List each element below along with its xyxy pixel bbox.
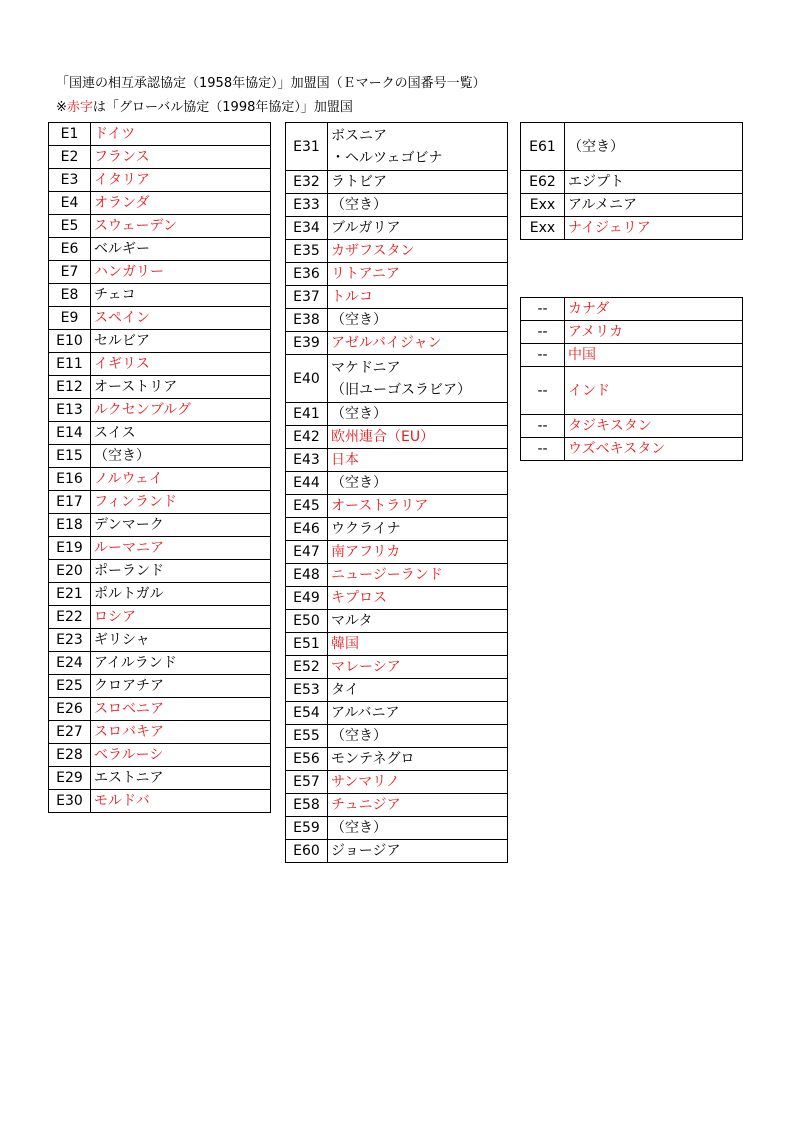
country-name xyxy=(91,123,271,146)
country-name-line: チュニジア xyxy=(331,797,401,813)
country-name-line: スイス xyxy=(94,425,136,441)
table-row xyxy=(49,721,271,744)
country-name-line: エストニア xyxy=(94,770,164,786)
table-row xyxy=(286,472,508,495)
country-name xyxy=(91,514,271,537)
country-name-line: リトアニア xyxy=(331,266,400,282)
table-row xyxy=(286,217,508,240)
country-name xyxy=(328,541,508,564)
country-name xyxy=(328,725,508,748)
country-name xyxy=(328,633,508,656)
country-code: E40 xyxy=(286,355,328,403)
country-name-line: （空き） xyxy=(331,312,387,328)
country-name xyxy=(91,146,271,169)
country-code: E34 xyxy=(286,217,328,240)
country-code: E57 xyxy=(286,771,328,794)
country-name xyxy=(565,344,743,367)
table-row xyxy=(286,564,508,587)
country-name-line: クロアチア xyxy=(94,678,164,694)
table-row xyxy=(286,656,508,679)
table-row xyxy=(521,123,743,171)
country-name xyxy=(565,123,743,171)
country-name-line: ポーランド xyxy=(94,563,164,579)
country-name xyxy=(91,169,271,192)
country-name-line: ドイツ xyxy=(94,126,136,142)
country-code: E20 xyxy=(49,560,91,583)
table-row xyxy=(521,367,743,415)
country-name-line: ジョージア xyxy=(331,843,401,859)
country-table-3 xyxy=(520,122,743,240)
country-code: E53 xyxy=(286,679,328,702)
country-code: E30 xyxy=(49,790,91,813)
country-code: E44 xyxy=(286,472,328,495)
table-row xyxy=(286,263,508,286)
country-name xyxy=(91,537,271,560)
country-name-line: （空き） xyxy=(331,820,387,836)
country-name-line: アメリカ xyxy=(568,324,624,340)
country-name-line: セルビア xyxy=(94,333,150,349)
country-code: E19 xyxy=(49,537,91,560)
country-name-line: ポルトガル xyxy=(94,586,164,602)
country-name xyxy=(565,298,743,321)
country-name xyxy=(565,194,743,217)
country-code: Exx xyxy=(521,217,565,240)
table-row xyxy=(286,518,508,541)
country-code: E60 xyxy=(286,840,328,863)
country-name xyxy=(91,491,271,514)
country-code: -- xyxy=(521,415,565,438)
country-code: E47 xyxy=(286,541,328,564)
table-row xyxy=(286,679,508,702)
country-name-line: 中国 xyxy=(568,347,596,363)
country-name xyxy=(328,518,508,541)
country-name xyxy=(328,794,508,817)
country-code: E8 xyxy=(49,284,91,307)
table-row xyxy=(49,307,271,330)
table-row xyxy=(286,194,508,217)
table-row xyxy=(49,330,271,353)
country-name xyxy=(328,587,508,610)
country-name xyxy=(91,261,271,284)
country-name xyxy=(91,583,271,606)
country-table-4 xyxy=(520,297,743,461)
table-row xyxy=(49,146,271,169)
country-code: E31 xyxy=(286,123,328,171)
page-title: 「国連の相互承認協定（1958年協定）」加盟国（Ｅマークの国番号一覧） xyxy=(56,76,486,91)
country-name xyxy=(91,376,271,399)
country-name xyxy=(91,606,271,629)
table-row xyxy=(286,587,508,610)
country-name-line: ブルガリア xyxy=(331,220,401,236)
table-row xyxy=(49,445,271,468)
country-name xyxy=(328,748,508,771)
country-code: E12 xyxy=(49,376,91,399)
country-code: E58 xyxy=(286,794,328,817)
table-row xyxy=(49,238,271,261)
country-code: E52 xyxy=(286,656,328,679)
country-name xyxy=(91,721,271,744)
country-code: E6 xyxy=(49,238,91,261)
country-code: E29 xyxy=(49,767,91,790)
country-code: E33 xyxy=(286,194,328,217)
note-suffix: は「グローバル協定（1998年協定）」加盟国 xyxy=(92,100,353,115)
country-name xyxy=(328,355,508,403)
country-name xyxy=(91,767,271,790)
country-name xyxy=(91,629,271,652)
country-name xyxy=(91,468,271,491)
country-name xyxy=(328,817,508,840)
country-name xyxy=(328,449,508,472)
country-code: -- xyxy=(521,367,565,415)
country-name xyxy=(91,399,271,422)
country-name xyxy=(91,330,271,353)
table-row xyxy=(286,840,508,863)
note-red-word: 赤字 xyxy=(66,100,93,115)
country-name xyxy=(91,215,271,238)
country-code: Exx xyxy=(521,194,565,217)
country-code: E4 xyxy=(49,192,91,215)
country-code: E13 xyxy=(49,399,91,422)
country-code: E38 xyxy=(286,309,328,332)
country-code: E23 xyxy=(49,629,91,652)
table-row xyxy=(49,560,271,583)
country-name xyxy=(328,240,508,263)
country-name-line: （空き） xyxy=(568,138,624,155)
table-row xyxy=(286,817,508,840)
country-name-line: （空き） xyxy=(331,406,387,422)
country-name xyxy=(328,426,508,449)
country-name-line: ルーマニア xyxy=(94,540,164,556)
country-code: E1 xyxy=(49,123,91,146)
table-row xyxy=(49,422,271,445)
country-name-line: フランス xyxy=(94,149,150,165)
table-row xyxy=(286,426,508,449)
country-name xyxy=(328,656,508,679)
table-row xyxy=(49,399,271,422)
table-row xyxy=(286,171,508,194)
table-row xyxy=(49,123,271,146)
table-row xyxy=(286,240,508,263)
table-row xyxy=(49,629,271,652)
country-name xyxy=(91,560,271,583)
country-name xyxy=(91,790,271,813)
table-row xyxy=(286,794,508,817)
country-name-line: ラトビア xyxy=(331,174,387,190)
country-name-line: スウェーデン xyxy=(94,218,178,234)
table-row xyxy=(49,284,271,307)
country-name xyxy=(328,123,508,171)
country-name-line: アルバニア xyxy=(331,705,400,721)
table-row xyxy=(49,537,271,560)
country-name-line: （空き） xyxy=(94,448,150,464)
country-code: -- xyxy=(521,298,565,321)
country-name-line: ロシア xyxy=(94,609,136,625)
country-name-line: ニュージーランド xyxy=(331,567,443,583)
country-name xyxy=(328,332,508,355)
country-code: E49 xyxy=(286,587,328,610)
country-code: E48 xyxy=(286,564,328,587)
country-code: E16 xyxy=(49,468,91,491)
country-name xyxy=(91,744,271,767)
table-row xyxy=(286,748,508,771)
country-name-line: オーストラリア xyxy=(331,498,429,514)
table-row xyxy=(49,583,271,606)
country-code: E3 xyxy=(49,169,91,192)
country-name-line: スペイン xyxy=(94,310,150,326)
table-row xyxy=(286,123,508,171)
table-row xyxy=(286,332,508,355)
country-name-line: ナイジェリア xyxy=(568,220,651,236)
table-row xyxy=(49,698,271,721)
country-code: -- xyxy=(521,344,565,367)
country-code: -- xyxy=(521,321,565,344)
country-name xyxy=(91,284,271,307)
table-row xyxy=(49,468,271,491)
country-name-line: フィンランド xyxy=(94,494,177,510)
country-name-line: モルドバ xyxy=(94,793,150,809)
country-code: E18 xyxy=(49,514,91,537)
country-name-line: オーストリア xyxy=(94,379,178,395)
country-name-line-2: （旧ユーゴスラビア） xyxy=(331,381,471,398)
table-row xyxy=(49,169,271,192)
country-name-line: サンマリノ xyxy=(331,774,400,790)
country-name-line: ベルギー xyxy=(94,241,150,257)
table-row xyxy=(286,702,508,725)
country-code: E21 xyxy=(49,583,91,606)
country-code: E35 xyxy=(286,240,328,263)
country-code: E28 xyxy=(49,744,91,767)
country-name-line: イギリス xyxy=(94,356,150,372)
country-code: E46 xyxy=(286,518,328,541)
country-name-line: トルコ xyxy=(331,289,373,305)
country-name-line: イタリア xyxy=(94,172,150,188)
country-name xyxy=(328,840,508,863)
country-name-line: （空き） xyxy=(331,728,387,744)
table-row xyxy=(49,192,271,215)
country-name-line: カナダ xyxy=(568,301,610,317)
country-name xyxy=(91,422,271,445)
table-row xyxy=(521,415,743,438)
table-row xyxy=(286,286,508,309)
table-row xyxy=(49,790,271,813)
country-name xyxy=(91,445,271,468)
table-row xyxy=(49,261,271,284)
country-code: E56 xyxy=(286,748,328,771)
legend-note xyxy=(56,100,353,116)
country-name-line: デンマーク xyxy=(94,517,164,533)
country-code: E27 xyxy=(49,721,91,744)
country-name xyxy=(565,367,743,415)
country-name-line: インド xyxy=(568,382,610,399)
country-name-line: タイ xyxy=(331,682,359,698)
country-code: -- xyxy=(521,438,565,461)
country-name-line: アゼルバイジャン xyxy=(331,335,442,351)
country-name-line: チェコ xyxy=(94,287,136,303)
country-name-line: マルタ xyxy=(331,613,373,629)
country-code: E42 xyxy=(286,426,328,449)
country-code: E10 xyxy=(49,330,91,353)
country-code: E17 xyxy=(49,491,91,514)
table-row xyxy=(286,771,508,794)
country-code: E41 xyxy=(286,403,328,426)
country-name xyxy=(565,415,743,438)
table-row xyxy=(286,403,508,426)
table-row xyxy=(521,321,743,344)
country-code: E37 xyxy=(286,286,328,309)
country-table-1 xyxy=(48,122,271,813)
country-name-line: ベラルーシ xyxy=(94,747,164,763)
country-code: E25 xyxy=(49,675,91,698)
country-name xyxy=(328,286,508,309)
country-name xyxy=(565,217,743,240)
table-row xyxy=(286,610,508,633)
country-table-2 xyxy=(285,122,508,863)
country-name xyxy=(328,217,508,240)
country-code: E59 xyxy=(286,817,328,840)
table-row xyxy=(49,767,271,790)
country-name xyxy=(328,564,508,587)
table-row xyxy=(521,194,743,217)
country-code: E32 xyxy=(286,171,328,194)
country-name-line: カザフスタン xyxy=(331,243,415,259)
country-name xyxy=(91,192,271,215)
country-name-line: ギリシャ xyxy=(94,632,150,648)
table-row xyxy=(521,171,743,194)
country-code: E26 xyxy=(49,698,91,721)
country-code: E55 xyxy=(286,725,328,748)
table-row xyxy=(286,541,508,564)
country-name xyxy=(328,771,508,794)
country-code: E11 xyxy=(49,353,91,376)
table-row xyxy=(521,298,743,321)
country-name xyxy=(565,321,743,344)
country-name-line: 南アフリカ xyxy=(331,544,401,560)
country-name xyxy=(91,652,271,675)
table-row xyxy=(49,491,271,514)
country-name-line: アイルランド xyxy=(94,655,177,671)
note-prefix: ※ xyxy=(56,100,67,115)
country-name xyxy=(328,702,508,725)
country-code: E51 xyxy=(286,633,328,656)
country-code: E50 xyxy=(286,610,328,633)
country-name xyxy=(328,309,508,332)
country-name-line: 韓国 xyxy=(331,636,359,652)
table-row xyxy=(49,376,271,399)
country-name-line: タジキスタン xyxy=(568,418,652,434)
country-name-line: スロバキア xyxy=(94,724,164,740)
country-name-line: ウクライナ xyxy=(331,521,401,537)
table-row xyxy=(49,215,271,238)
country-name xyxy=(328,472,508,495)
table-row xyxy=(49,353,271,376)
country-name-line: （空き） xyxy=(331,197,387,213)
country-code: E54 xyxy=(286,702,328,725)
country-code: E2 xyxy=(49,146,91,169)
country-name-line: スロベニア xyxy=(94,701,164,717)
country-code: E22 xyxy=(49,606,91,629)
country-name-line: アルメニア xyxy=(568,197,638,213)
country-name-line: 欧州連合（EU） xyxy=(331,429,435,445)
table-row xyxy=(49,514,271,537)
country-name-line: ノルウェイ xyxy=(94,471,163,487)
country-name-line: オランダ xyxy=(94,195,150,211)
table-row xyxy=(286,309,508,332)
table-row xyxy=(521,438,743,461)
country-name xyxy=(328,263,508,286)
country-code: E62 xyxy=(521,171,565,194)
table-row xyxy=(286,633,508,656)
country-name-line: 日本 xyxy=(331,452,359,468)
country-name-line: キプロス xyxy=(331,590,387,606)
country-code: E45 xyxy=(286,495,328,518)
country-name-line: （空き） xyxy=(331,475,387,491)
country-name xyxy=(328,194,508,217)
country-name xyxy=(91,675,271,698)
country-code: E36 xyxy=(286,263,328,286)
country-name xyxy=(328,610,508,633)
country-code: E39 xyxy=(286,332,328,355)
country-name-line: マケドニア xyxy=(331,359,401,376)
country-name xyxy=(328,495,508,518)
country-name xyxy=(328,403,508,426)
table-row xyxy=(286,449,508,472)
table-row xyxy=(286,355,508,403)
country-name xyxy=(91,698,271,721)
table-row xyxy=(49,606,271,629)
country-code: E7 xyxy=(49,261,91,284)
table-row xyxy=(49,652,271,675)
country-code: E14 xyxy=(49,422,91,445)
table-row xyxy=(286,725,508,748)
table-row xyxy=(286,495,508,518)
country-name xyxy=(91,307,271,330)
country-name xyxy=(91,353,271,376)
country-name-line-2: ・ヘルツェゴビナ xyxy=(331,149,443,166)
country-name-line: モンテネグロ xyxy=(331,751,415,767)
country-name xyxy=(328,171,508,194)
country-name xyxy=(91,238,271,261)
table-row xyxy=(521,217,743,240)
country-code: E5 xyxy=(49,215,91,238)
country-code: E24 xyxy=(49,652,91,675)
country-code: E43 xyxy=(286,449,328,472)
country-name-line: ハンガリー xyxy=(94,264,164,280)
country-name xyxy=(328,679,508,702)
table-row xyxy=(521,344,743,367)
table-row xyxy=(49,744,271,767)
country-code: E61 xyxy=(521,123,565,171)
country-name xyxy=(565,171,743,194)
country-code: E15 xyxy=(49,445,91,468)
country-name-line: マレーシア xyxy=(331,659,401,675)
country-name-line: ボスニア xyxy=(331,127,387,144)
country-name-line: ルクセンブルグ xyxy=(94,402,191,418)
table-row xyxy=(49,675,271,698)
country-code: E9 xyxy=(49,307,91,330)
country-name-line: エジプト xyxy=(568,174,624,190)
country-name-line: ウズベキスタン xyxy=(568,441,666,457)
country-name xyxy=(565,438,743,461)
